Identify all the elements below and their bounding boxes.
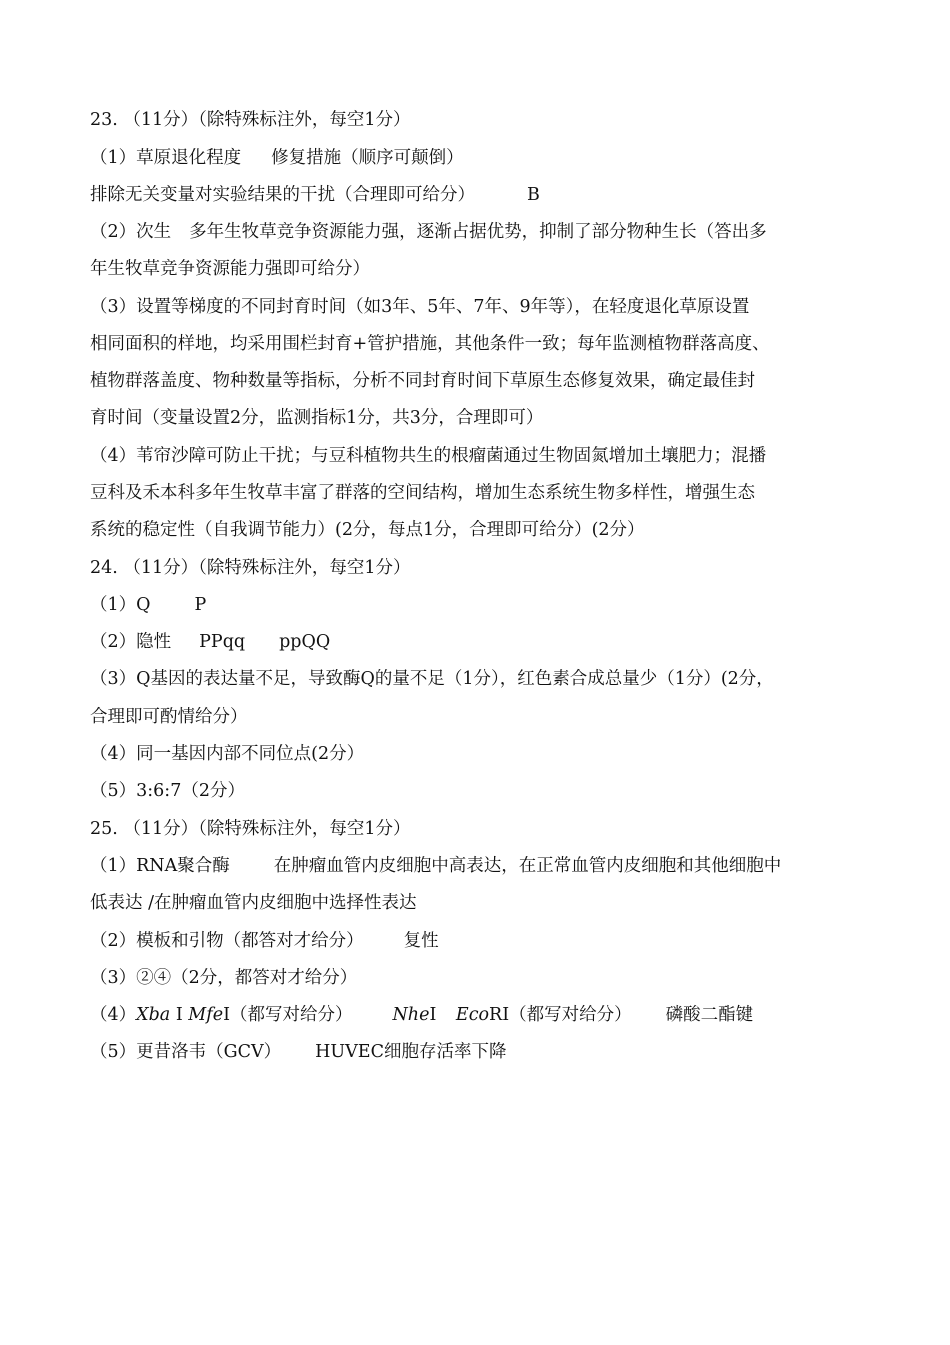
q25-header: 25. （11分）（除特殊标注外，每空1分） <box>90 819 411 839</box>
q25-part4 <box>90 1003 850 1027</box>
q25-enzyme-xba: Xba <box>136 1005 171 1025</box>
q23-part4-line1: （4）苇帘沙障可防止干扰；与豆科植物共生的根瘤菌通过生物固氮增加土壤肥力；混播 <box>90 446 767 466</box>
q25-part2-answer-a: （2）模板和引物（都答对才给分） <box>90 931 364 951</box>
q24-part3-line2: 合理即可酌情给分） <box>90 707 248 727</box>
q25-part1-answer-b: 在肿瘤血管内皮细胞中高表达，在正常血管内皮细胞和其他细胞中 <box>273 856 782 876</box>
q23-part3-line1: （3）设置等梯度的不同封育时间（如3年、5年、7年、9年等），在轻度退化草原设置 <box>90 297 750 317</box>
q25-enzyme-nhe-suffix: I <box>429 1005 442 1025</box>
q25-part5-answer-b: HUVEC细胞存活率下降 <box>315 1042 507 1062</box>
q24-part1 <box>90 593 850 617</box>
q24-part2 <box>90 630 850 654</box>
q24-header: 24. （11分）（除特殊标注外，每空1分） <box>90 558 411 578</box>
q23-part2-answer-b: 多年生牧草竞争资源能力强，逐渐占据优势，抑制了部分物种生长（答出多 <box>189 222 767 242</box>
q25-enzyme-eco: Eco <box>455 1005 490 1025</box>
q25-enzyme-mfe-suffix: I（都写对给分） <box>223 1005 353 1025</box>
q23-part1-answer-d: B <box>527 185 540 205</box>
q25-enzyme-xba-suffix: I <box>170 1005 189 1025</box>
q23-part3-line2: 相同面积的样地，均采用围栏封育+管护措施，其他条件一致；每年监测植物群落高度、 <box>90 334 770 354</box>
q25-part1-line2: 低表达 /在肿瘤血管内皮细胞中选择性表达 <box>90 893 417 913</box>
q25-part1-answer-a: （1）RNA聚合酶 <box>90 856 230 876</box>
q23-part3-line3: 植物群落盖度、物种数量等指标，分析不同封育时间下草原生态修复效果，确定最佳封 <box>90 371 755 391</box>
q25-part3: （3）②④（2分，都答对才给分） <box>90 968 358 988</box>
q24-part1-answer-b: P <box>194 595 207 615</box>
q24-part2-answer-b: PPqq <box>199 632 246 652</box>
q25-part5 <box>90 1040 850 1064</box>
q23-part2-answer-a: （2）次生 <box>90 222 172 242</box>
q24-part3-line1: （3）Q基因的表达量不足，导致酶Q的量不足（1分），红色素合成总量少（1分）(2分， <box>90 669 774 689</box>
q23-part2 <box>90 220 850 244</box>
q25-enzyme-mfe: Mfe <box>188 1005 224 1025</box>
q25-part2-answer-b: 复性 <box>403 931 439 951</box>
q25-part1 <box>90 854 850 878</box>
q24-part5: （5）3:6:7（2分） <box>90 781 245 801</box>
q23-part1 <box>90 146 850 170</box>
q25-enzyme-eco-suffix: RI（都写对给分） <box>489 1005 632 1025</box>
q25-part2 <box>90 929 850 953</box>
q23-part1-answer-b: 修复措施（顺序可颠倒） <box>271 148 464 168</box>
q25-part4-answer-last: 磷酸二酯键 <box>665 1005 754 1025</box>
q23-part2-line2: 年生牧草竞争资源能力强即可给分） <box>90 259 370 279</box>
q25-part5-answer-a: （5）更昔洛韦（GCV） <box>90 1042 282 1062</box>
q23-part1-answer-c: 排除无关变量对实验结果的干扰（合理即可给分） <box>90 185 475 205</box>
q23-header: 23. （11分）（除特殊标注外，每空1分） <box>90 110 411 130</box>
q25-part4-prefix: （4） <box>90 1005 137 1025</box>
q23-part1-answer-a: （1）草原退化程度 <box>90 148 242 168</box>
q23-part4-line2: 豆科及禾本科多年生牧草丰富了群落的空间结构，增加生态系统生物多样性，增强生态 <box>90 483 755 503</box>
q24-part1-answer-a: （1）Q <box>90 595 151 615</box>
q24-part4: （4）同一基因内部不同位点(2分） <box>90 744 365 764</box>
q23-part1-line2 <box>90 183 850 207</box>
q24-part2-answer-c: ppQQ <box>279 632 331 652</box>
q25-enzyme-nhe: Nhe <box>392 1005 430 1025</box>
q23-part4-line3: 系统的稳定性（自我调节能力）(2分，每点1分，合理即可给分）(2分） <box>90 520 645 540</box>
q23-part3-line4: 育时间（变量设置2分，监测指标1分，共3分，合理即可） <box>90 408 544 428</box>
q24-part2-answer-a: （2）隐性 <box>90 632 172 652</box>
